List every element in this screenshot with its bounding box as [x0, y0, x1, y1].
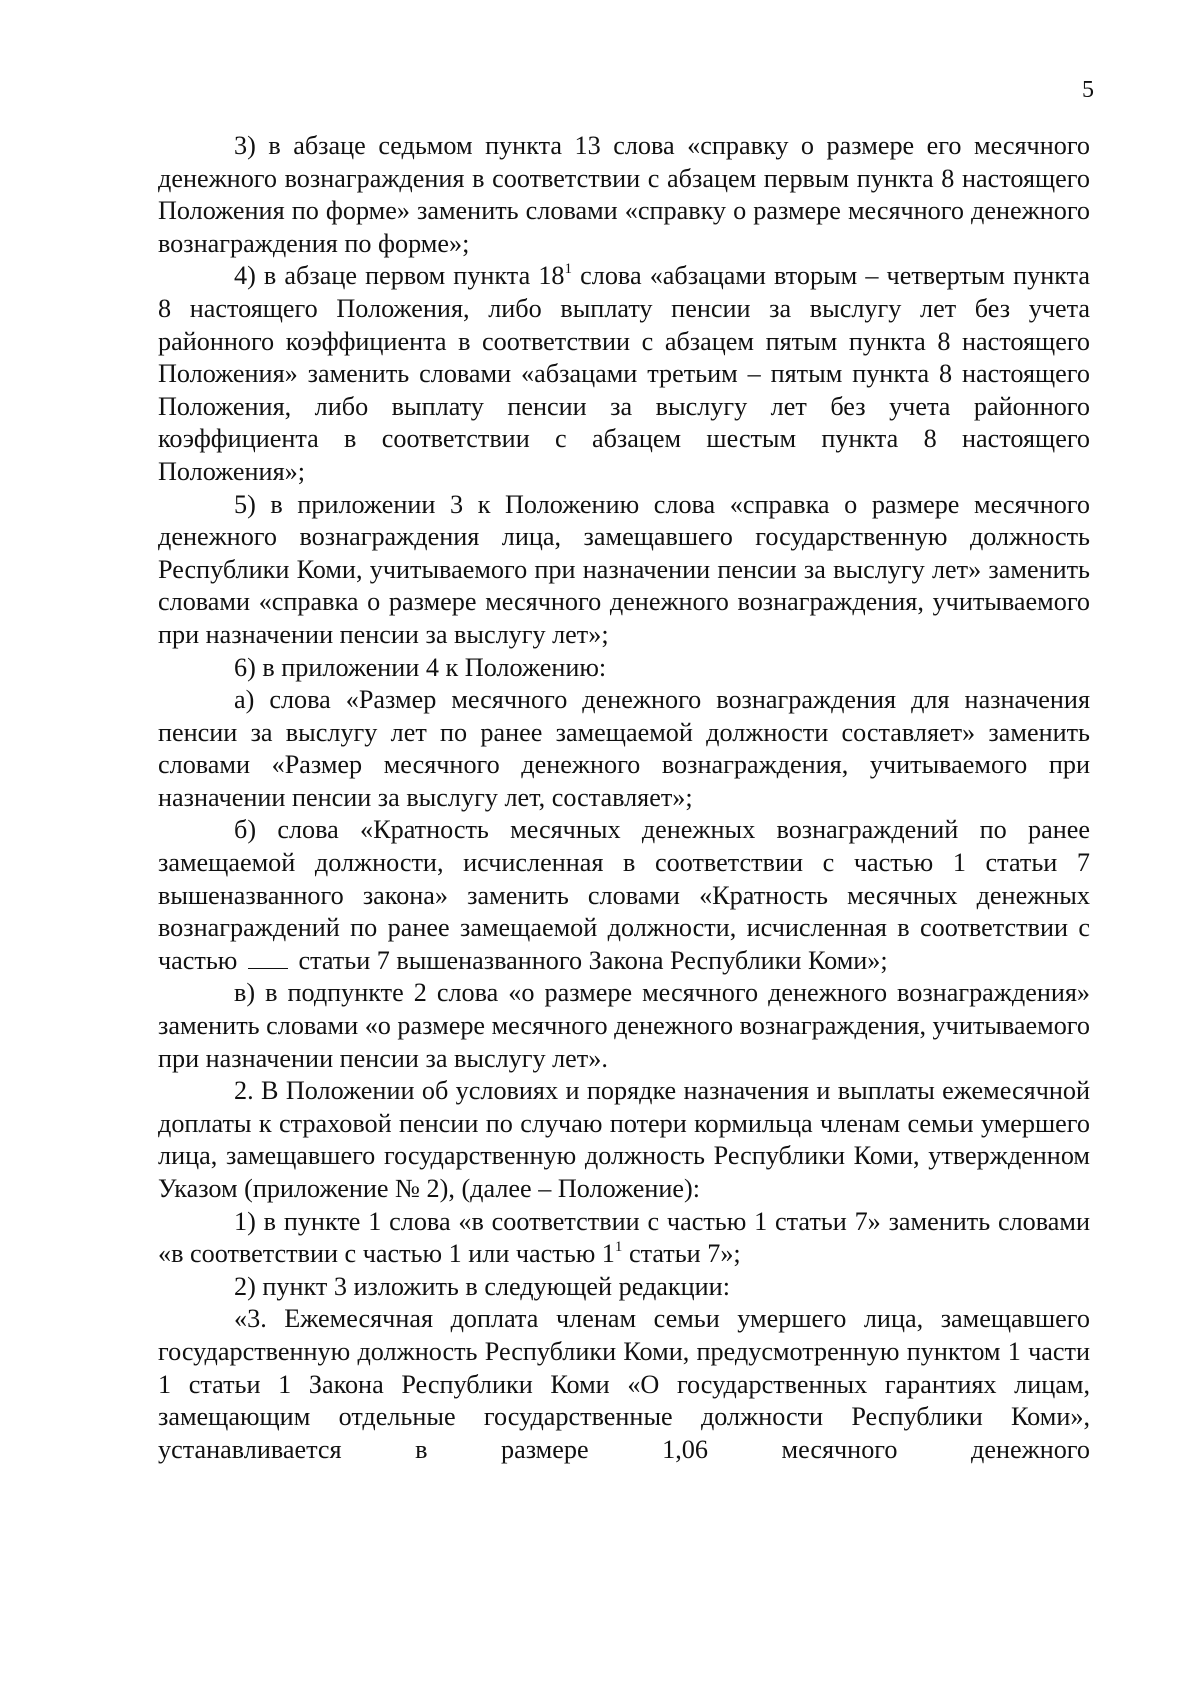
blank-fill-line [248, 948, 288, 969]
paragraph-item-4 [158, 260, 1090, 488]
paragraph-section-2: 2. В Положении об условиях и порядке назначения и выплаты ежемесячной доплаты к страховой пенсии по случаю потери кормильца членам семьи умершего лица, замещавшего государственную должность Республики Коми, утвержденном Указом (приложение № 2), (далее – Положение): [158, 1076, 1090, 1203]
paragraph-text: статьи 7»; [622, 1239, 741, 1269]
paragraph-item-5: 5) в приложении 3 к Положению слова «справка о размере месячного денежного вознаграждения лица, замещавшего государственную должность Республики Коми, учитываемого при назначении пенсии за выслугу лет» заменить словами «справка о размере месячного денежного вознаграждения, учитываемого при назначении пенсии за выслугу лет»; [158, 489, 1090, 649]
superscript-index: 1 [564, 261, 573, 278]
paragraph-text: б) слова «Кратность месячных денежных вознаграждений по ранее замещаемой должности, исчисленная в соответствии с частью 1 статьи 7 вышеназванного закона» заменить словами «Кратность месячных денежных вознаграждений по ранее замещаемой должности, исчисленная в соответствии с частью [158, 815, 1090, 975]
paragraph-text: слова «абзацами вторым – четвертым пункта 8 настоящего Положения, либо выплату пенсии за выслугу лет без учета районного коэффициента в соответствии с абзацем пятым пункта 8 настоящего Положения» заменить словами «абзацами третьим – пятым пункта 8 настоящего Положения, либо выплату пенсии за выслугу лет без учета районного коэффициента в соответствии с абзацем шестым пункта 8 настоящего Положения»; [158, 261, 1090, 486]
paragraph-subitem-v: в) в подпункте 2 слова «о размере месячного денежного вознаграждения» заменить словами «о размере месячного денежного вознаграждения, учитываемого при назначении пенсии за выслугу лет». [158, 978, 1090, 1073]
paragraph-item-1 [158, 1206, 1090, 1271]
paragraph-text: статьи 7 вышеназванного Закона Республики Коми»; [298, 945, 888, 975]
paragraph-subitem-a: а) слова «Размер месячного денежного вознаграждения для назначения пенсии за выслугу лет по ранее замещаемой должности составляет» заменить словами «Размер месячного денежного вознаграждения, учитываемого при назначении пенсии за выслугу лет, составляет»; [158, 685, 1090, 812]
paragraph-item-2: 2) пункт 3 изложить в следующей редакции: [234, 1271, 730, 1301]
paragraph-item-3: 3) в абзаце седьмом пункта 13 слова «справку о размере его месячного денежного вознаграждения в соответствии с абзацем первым пункта 8 настоящего Положения по форме» заменить словами «справку о размере месячного денежного вознаграждения по форме»; [158, 131, 1090, 258]
document-body [158, 130, 1090, 1466]
paragraph-item-6: 6) в приложении 4 к Положению: [234, 652, 607, 682]
page-number: 5 [1082, 77, 1094, 103]
paragraph-subitem-b [158, 814, 1090, 977]
paragraph-quoted-point-3: «3. Ежемесячная доплата членам семьи умершего лица, замещавшего государственную должность Республики Коми, предусмотренную пунктом 1 части 1 статьи 1 Закона Республики Коми «О государственных гарантиях лицам, замещающим отдельные государственные должности Республики Коми», устанавливается в размере 1,06 месячного денежного [158, 1304, 1090, 1464]
paragraph-text: 4) в абзаце первом пункта 18 [234, 261, 565, 291]
superscript-index: 1 [614, 1239, 623, 1256]
paragraph-text: 1) в пункте 1 слова «в соответствии с частью 1 статьи 7» заменить словами «в соответствии с частью 1 или частью 1 [158, 1206, 1090, 1269]
